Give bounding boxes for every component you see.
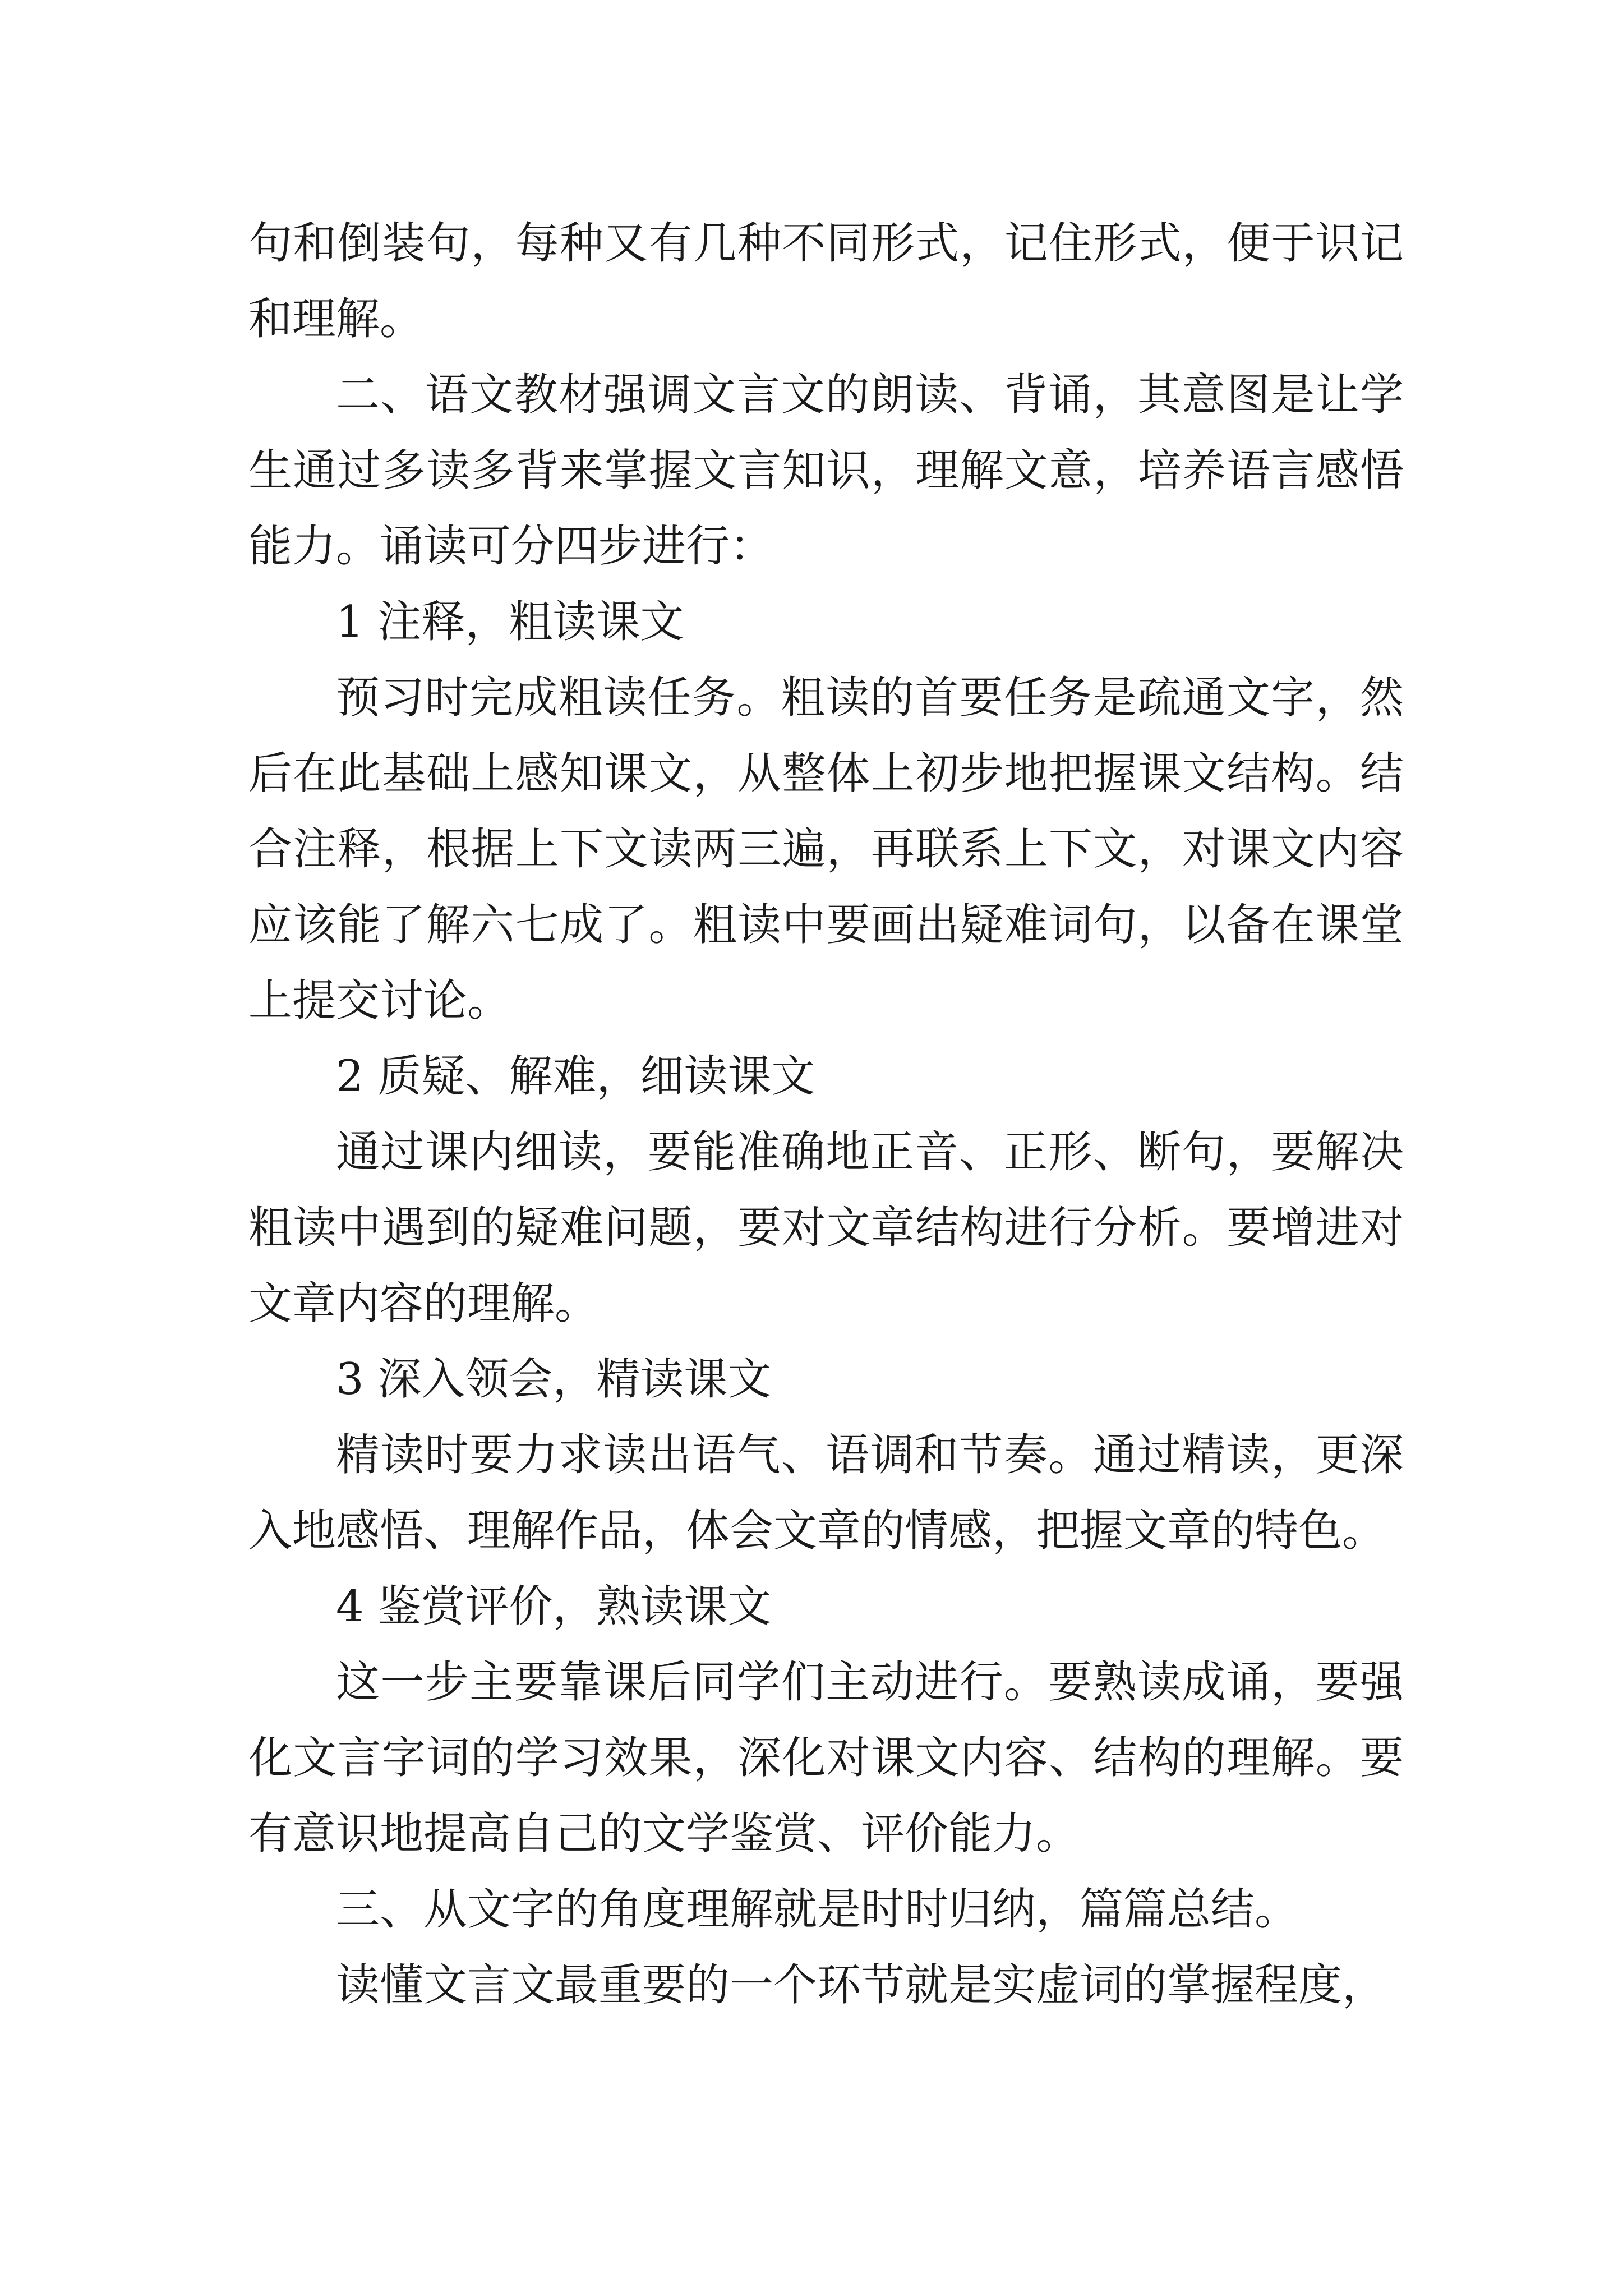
paragraph-1: 句和倒装句，每种又有几种不同形式，记住形式，便于识记和理解。 — [248, 218, 1404, 344]
paragraph-7: 三、从文字的角度理解就是时时归纳，篇篇总结。 — [336, 1884, 1299, 1935]
section-heading-2: 2 质疑、解难，细读课文 — [336, 1051, 815, 1102]
body-text — [248, 206, 1404, 2023]
paragraph-4: 通过课内细读，要能准确地正音、正形、断句，要解决粗读中遇到的疑难问题，要对文章结构进行分析。要增进对文章内容的理解。 — [248, 1127, 1404, 1329]
section-heading-1: 1 注释，粗读课文 — [336, 597, 684, 647]
paragraph-3: 预习时完成粗读任务。粗读的首要任务是疏通文字，然后在此基础上感知课文，从整体上初步地把握课文结构。结合注释，根据上下文读两三遍，再联系上下文，对课文内容应该能了解六七成了。粗读中要画出疑难词句，以备在课堂上提交讨论。 — [248, 673, 1404, 1026]
paragraph-6: 这一步主要靠课后同学们主动进行。要熟读成诵，要强化文言字词的学习效果，深化对课文内容、结构的理解。要有意识地提高自己的文学鉴赏、评价能力。 — [248, 1657, 1404, 1859]
paragraph-5: 精读时要力求读出语气、语调和节奏。通过精读，更深入地感悟、理解作品，体会文章的情感，把握文章的特色。 — [248, 1430, 1404, 1556]
paragraph-8: 读懂文言文最重要的一个环节就是实虚词的掌握程度， — [336, 1960, 1386, 2010]
section-heading-4: 4 鉴赏评价，熟读课文 — [336, 1581, 772, 1632]
paragraph-2: 二、语文教材强调文言文的朗读、背诵，其意图是让学生通过多读多背来掌握文言知识，理解文意，培养语言感悟能力。诵读可分四步进行： — [248, 370, 1404, 572]
section-heading-3: 3 深入领会，精读课文 — [336, 1354, 772, 1405]
